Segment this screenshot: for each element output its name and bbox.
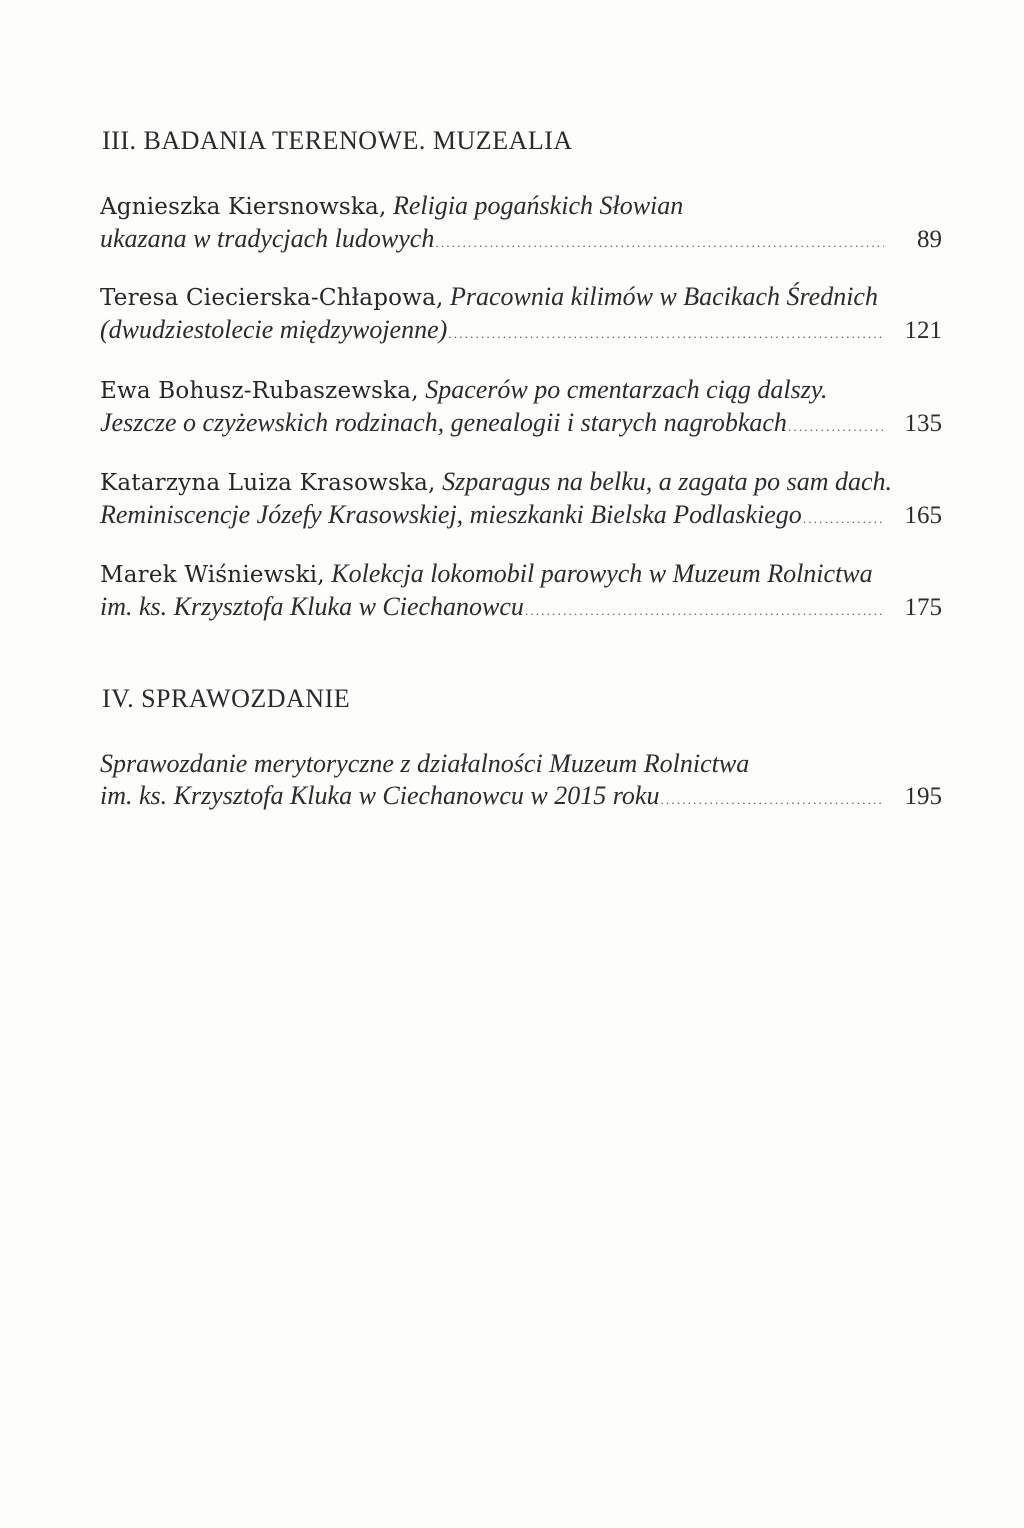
- entry-line-1: [100, 748, 942, 780]
- entry-title-part-1: Sprawozdanie merytoryczne z działalności Muzeum Rolnictwa: [100, 749, 750, 778]
- entry-page-number: 121: [904, 317, 942, 344]
- entry-line-2: [100, 314, 942, 350]
- toc-entry-ciecierska: [100, 281, 942, 350]
- entry-page-number: 175: [904, 594, 942, 621]
- entry-line-2: [100, 591, 942, 627]
- entry-page-number: 165: [904, 502, 942, 529]
- entry-line-1: [100, 190, 942, 223]
- dot-leader: [435, 227, 884, 259]
- entry-title-part-1: Religia pogańskich Słowian: [392, 191, 684, 220]
- entry-author: Marek Wiśniewski,: [100, 562, 325, 588]
- dot-leader: [788, 411, 884, 443]
- entry-page-number: 135: [904, 410, 942, 437]
- entry-title-part-2: im. ks. Krzysztofa Kluka w Ciechanowcu: [100, 592, 524, 621]
- entry-author: Agnieszka Kiersnowska,: [100, 194, 387, 220]
- entry-page-number: 195: [904, 783, 942, 810]
- toc-entry-sprawozdanie: [100, 748, 942, 816]
- entry-line-2: [100, 780, 942, 816]
- entry-line-2: [100, 407, 942, 443]
- entry-line-1: [100, 374, 942, 407]
- entry-title-part-2: ukazana w tradycjach ludowych: [100, 224, 435, 253]
- entry-author: Teresa Ciecierska-Chłapowa,: [100, 285, 444, 311]
- entry-line-2: [100, 223, 942, 259]
- entry-title-part-2: Reminiscencje Józefy Krasowskiej, mieszkanki Bielska Podlaskiego: [100, 500, 802, 529]
- entry-title-part-2: (dwudziestolecie międzywojenne): [100, 315, 448, 344]
- section-heading-iv: IV. SPRAWOZDANIE: [102, 684, 351, 713]
- dot-leader: [660, 784, 884, 816]
- entry-title-part-1: Pracownia kilimów w Bacikach Średnich: [450, 282, 878, 311]
- dot-leader: [803, 503, 884, 535]
- toc-entry-krasowska: [100, 466, 942, 535]
- entry-title-part-1: Szparagus na belku, a zagata po sam dach.: [442, 467, 893, 496]
- toc-entry-wisniewski: [100, 558, 942, 627]
- entry-title-part-2: Jeszcze o czyżewskich rodzinach, genealogii i starych nagrobkach: [100, 408, 787, 437]
- entry-title-part-1: Kolekcja lokomobil parowych w Muzeum Rolnictwa: [331, 559, 873, 588]
- section-heading-iii: III. BADANIA TERENOWE. MUZEALIA: [102, 126, 573, 155]
- entry-line-1: [100, 558, 942, 591]
- entry-line-1: [100, 466, 942, 499]
- toc-entry-bohusz-rubaszewska: [100, 374, 942, 443]
- entry-author: Katarzyna Luiza Krasowska,: [100, 470, 436, 496]
- toc-entry-kiersnowska: [100, 190, 942, 259]
- entry-line-1: [100, 281, 942, 314]
- entry-page-number: 89: [917, 226, 942, 253]
- dot-leader: [448, 318, 884, 350]
- entry-title-part-2: im. ks. Krzysztofa Kluka w Ciechanowcu w 2015 roku: [100, 781, 660, 810]
- entry-title-part-1: Spacerów po cmentarzach ciąg dalszy.: [425, 375, 828, 404]
- entry-author: Ewa Bohusz-Rubaszewska,: [100, 378, 419, 404]
- entry-line-2: [100, 499, 942, 535]
- dot-leader: [525, 595, 884, 627]
